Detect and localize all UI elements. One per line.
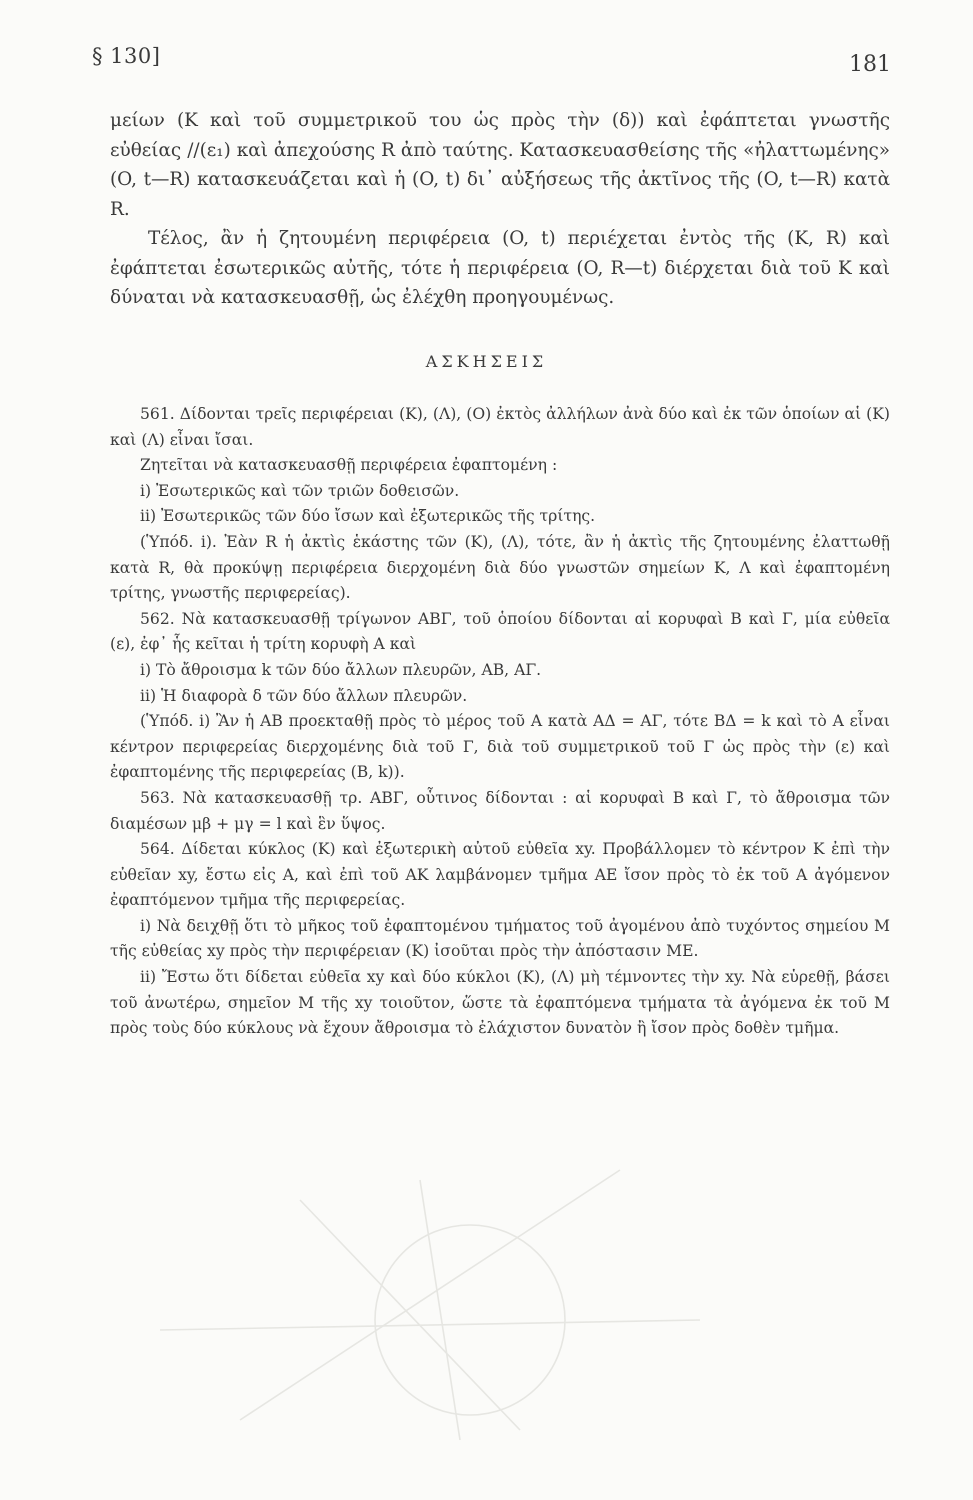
main-text bbox=[110, 106, 890, 313]
exercise-562-hint: (Ὑπόδ. i) Ἂν ἡ ΑΒ προεκταθῇ πρὸς τὸ μέρος τοῦ Α κατὰ ΑΔ = ΑΓ, τότε ΒΔ = k καὶ τὸ Α εἶναι κέντρον περιφερείας διερχομένης διὰ τοῦ Γ, διὰ τοῦ συμμετρικοῦ τοῦ Γ ὡς πρὸς τὴν (ε) καὶ ἐφαπτομένης τῆς περιφερείας (Β, k)). bbox=[110, 712, 890, 782]
exercise-564-part-i: i) Νὰ δειχθῇ ὅτι τὸ μῆκος τοῦ ἐφαπτομένου τμήματος τοῦ ἀγομένου ἀπὸ τυχόντος σημείου Μ τῆς εὐθείας xy πρὸς τὴν περιφέρειαν (K) ἰσοῦται πρὸς τὴν ἀπόστασιν ΜΕ. bbox=[110, 916, 890, 961]
paragraph-continuation: μείων (K καὶ τοῦ συμμετρικοῦ του ὡς πρὸς τὴν (δ)) καὶ ἐφάπτεται γνωστῆς εὐθείας //(ε₁) καὶ ἀπεχούσης R ἀπὸ ταύτης. Κατασκευασθείσης τῆς «ἠλαττωμένης» (O, t—R) κατασκευάζεται καὶ ἡ (O, t) δι᾽ αὐξήσεως τῆς ἀκτῖνος τῆς (O, t—R) κατὰ R. bbox=[110, 110, 890, 220]
exercise-562-part-ii: ii) Ἡ διαφορὰ δ τῶν δύο ἄλλων πλευρῶν. bbox=[140, 686, 468, 705]
exercise-564: 564. Δίδεται κύκλος (K) καὶ ἐξωτερικὴ αὐτοῦ εὐθεῖα xy. Προβάλλομεν τὸ κέντρον K ἐπὶ τὴν εὐθεῖαν xy, ἔστω εἰς Α, καὶ ἐπὶ τοῦ ΑΚ λαμβάνομεν τμῆμα ΑΕ ἴσον πρὸς τὸ ἐκ τοῦ Α ἀγόμενον ἐφαπτόμενον τμῆμα τῆς περιφερείας. bbox=[110, 840, 890, 910]
exercise-564-part-ii: ii) Ἔστω ὅτι δίδεται εὐθεῖα xy καὶ δύο κύκλοι (K), (Λ) μὴ τέμνοντες τὴν xy. Νὰ εὑρεθῇ, βάσει τοῦ ἀνωτέρω, σημεῖον Μ τῆς xy τοιοῦτον, ὥστε τὰ ἐφαπτόμενα τμήματα τὰ ἀγόμενα ἐκ τοῦ Μ πρὸς τοὺς δύο κύκλους νὰ ἔχουν ἄθροισμα τὸ ἐλάχιστον δυνατὸν ἢ ἴσον πρὸς δοθὲν τμῆμα. bbox=[110, 968, 890, 1038]
section-header: § 130] bbox=[92, 44, 161, 68]
page-number: 181 bbox=[849, 52, 891, 77]
exercise-561-hint: (Ὑπόδ. i). Ἐὰν R ἡ ἀκτὶς ἑκάστης τῶν (K), (Λ), τότε, ἂν ἡ ἀκτὶς τῆς ζητουμένης ἐλαττωθῇ κατὰ R, θὰ προκύψῃ περιφέρεια διερχομένη διὰ δύο γνωστῶν σημείων K, Λ καὶ ἐφαπτομένη τρίτης, γνωστῆς περιφερείας). bbox=[110, 532, 890, 603]
exercise-561-part-ii: ii) Ἐσωτερικῶς τῶν δύο ἴσων καὶ ἐξωτερικῶς τῆς τρίτης. bbox=[140, 507, 596, 526]
exercise-562-part-i: i) Τὸ ἄθροισμα k τῶν δύο ἄλλων πλευρῶν, ΑΒ, ΑΓ. bbox=[140, 660, 542, 679]
exercises-heading: ΑΣΚΗΣΕΙΣ bbox=[425, 352, 548, 371]
exercise-562: 562. Νὰ κατασκευασθῇ τρίγωνον ΑΒΓ, τοῦ ὁποίου δίδονται αἱ κορυφαὶ Β καὶ Γ, μία εὐθεῖα (ε), ἐφ᾽ ἧς κεῖται ἡ τρίτη κορυφὴ Α καὶ bbox=[110, 609, 890, 654]
exercise-561-part-i: i) Ἐσωτερικῶς καὶ τῶν τριῶν δοθεισῶν. bbox=[140, 481, 460, 500]
exercises-block bbox=[110, 402, 890, 1042]
exercise-561-task: Ζητεῖται νὰ κατασκευασθῇ περιφέρεια ἐφαπτομένη : bbox=[140, 456, 558, 475]
exercise-563: 563. Νὰ κατασκευασθῇ τρ. ΑΒΓ, οὗτινος δίδονται : αἱ κορυφαὶ Β καὶ Γ, τὸ ἄθροισμα τῶν διαμέσων μβ + μγ = l καὶ ἓν ὕψος. bbox=[110, 788, 890, 833]
exercise-561: 561. Δίδονται τρεῖς περιφέρειαι (K), (Λ), (O) ἐκτὸς ἀλλήλων ἀνὰ δύο καὶ ἐκ τῶν ὁποίων αἱ (K) καὶ (Λ) εἶναι ἴσαι. bbox=[110, 405, 890, 449]
paragraph-finally: Τέλος, ἂν ἡ ζητουμένη περιφέρεια (O, t) περιέχεται ἐντὸς τῆς (K, R) καὶ ἐφάπτεται ἐσωτερικῶς αὐτῆς, τότε ἡ περιφέρεια (O, R—t) διέρχεται διὰ τοῦ K καὶ δύναται νὰ κατασκευασθῇ, ὡς ἐλέχθη προηγουμένως. bbox=[110, 228, 890, 308]
